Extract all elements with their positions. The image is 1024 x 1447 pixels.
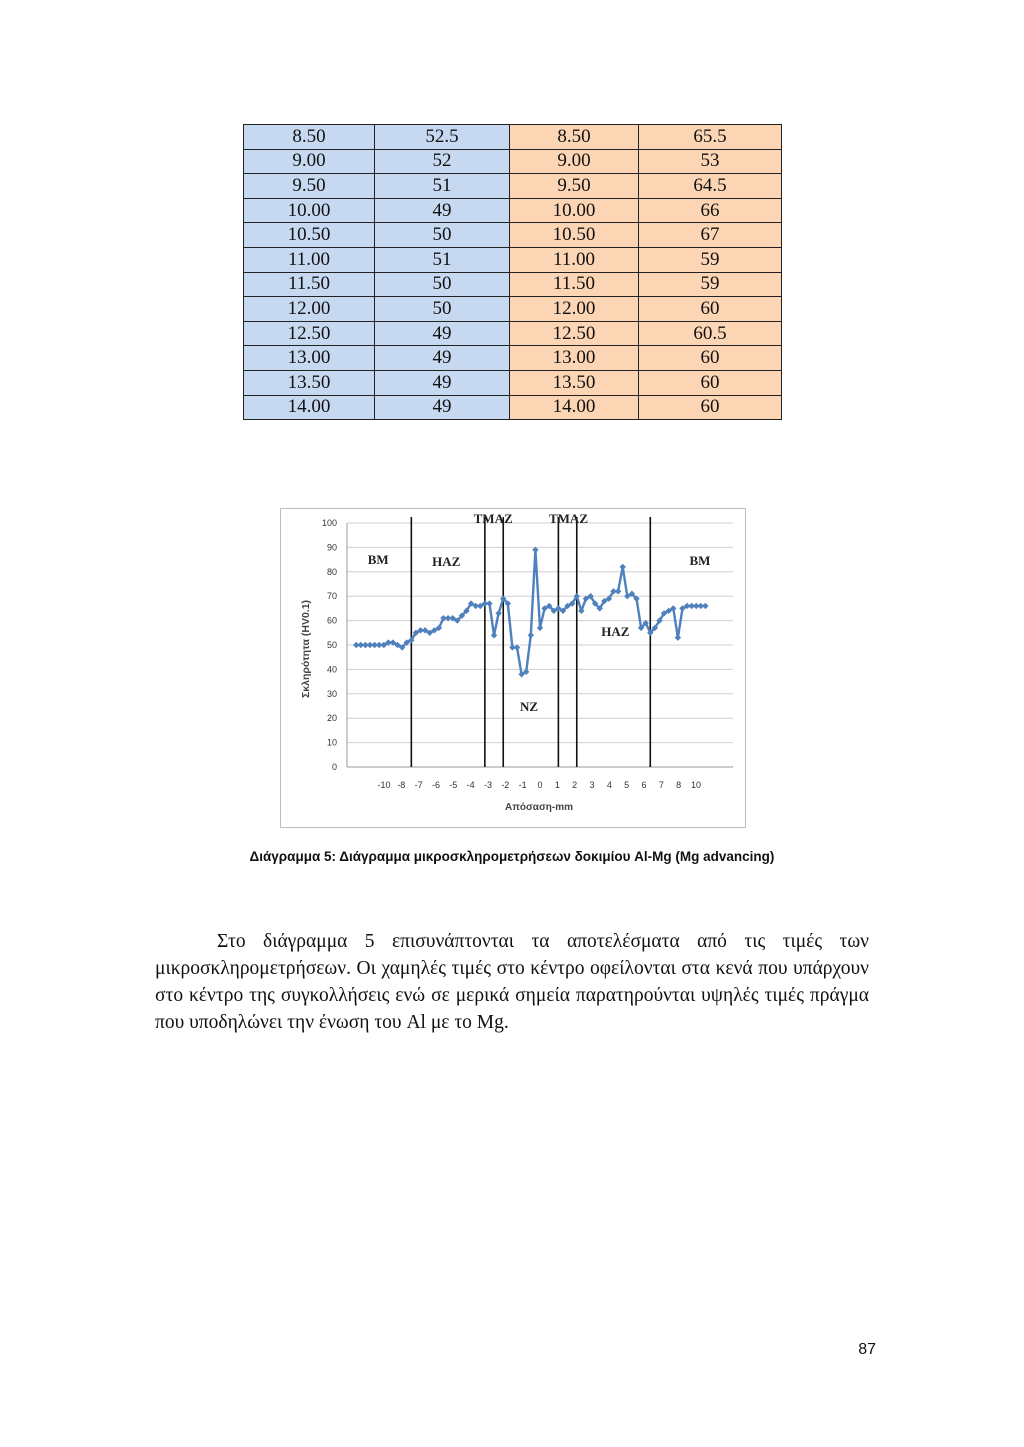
x-tick-label: 5 [624,780,630,790]
table-cell: 13.50 [244,370,375,395]
table-row [244,198,782,223]
table-cell: 12.50 [510,321,639,346]
x-tick-label: 6 [641,780,647,790]
table-cell: 49 [375,321,510,346]
table-row [244,223,782,248]
table-cell: 11.50 [244,272,375,297]
table-cell: 13.00 [510,346,639,371]
table-body [244,125,782,420]
y-tick-label: 0 [331,762,337,772]
x-tick-label: -10 [377,780,391,790]
data-point [702,603,708,609]
chart-svg [281,509,745,827]
x-tick-label: 7 [658,780,664,790]
table-cell: 14.00 [510,395,639,420]
y-tick-label: 100 [321,518,337,528]
table-row [244,395,782,420]
y-tick-label: 40 [326,664,337,675]
data-point [537,625,543,631]
y-tick-label: 60 [326,615,337,626]
table-cell: 8.50 [510,125,639,150]
zone-label: HAZ [432,554,461,569]
data-point [675,634,681,640]
table-cell: 49 [375,370,510,395]
x-tick-label: 4 [606,780,612,790]
table-cell: 11.00 [244,247,375,272]
hardness-chart [280,508,746,828]
page-number: 87 [858,1341,876,1358]
x-tick-label: 0 [537,780,543,790]
table-row [244,272,782,297]
table-cell: 49 [375,346,510,371]
table-cell: 60 [639,395,782,420]
table-cell: 12.00 [510,297,639,322]
x-tick-label: 3 [589,780,595,790]
table-cell: 60 [639,297,782,322]
x-tick-label: -3 [483,780,493,790]
table-row [244,346,782,371]
zone-label: BM [367,552,389,567]
table-cell: 49 [375,198,510,223]
table-cell: 50 [375,297,510,322]
table-row [244,321,782,346]
table-cell: 9.00 [510,149,639,174]
figure-caption: Διάγραμμα 5: Διάγραμμα μικροσκληρομετρήσεων δοκιμίου Al-Mg (Mg advancing) [249,849,775,864]
data-point [528,632,534,638]
series-line [356,550,705,675]
table-cell: 14.00 [244,395,375,420]
table-row [244,247,782,272]
table-cell: 12.00 [244,297,375,322]
table-cell: 53 [639,149,782,174]
y-tick-label: 70 [326,591,337,602]
y-axis-title: Σκληρότητα (HV0.1) [300,599,312,699]
table-cell: 65.5 [639,125,782,150]
table-cell: 10.00 [510,198,639,223]
data-point [491,632,497,638]
table-cell: 8.50 [244,125,375,150]
table-row [244,149,782,174]
table-cell: 59 [639,247,782,272]
table-cell: 50 [375,223,510,248]
table-row [244,125,782,150]
hardness-data-table [243,124,782,420]
x-tick-label: 10 [690,780,702,790]
zone-label: TMAZ [473,511,513,526]
table-cell: 11.00 [510,247,639,272]
table-cell: 11.50 [510,272,639,297]
body-paragraph: Στο διάγραμμα 5 επισυνάπτονται τα αποτελέσματα από τις τιμές των μικροσκληρομετρήσεων. Οι χαμηλές τιμές στο κέντρο οφείλονται στα κενά που υπάρχουν στο κέντρο της συγκολλήσεις ενώ σε μερικά σημεία παρατηρούνται υψηλές τιμές πράγμα που υποδηλώνει την ένωση του Al με το Mg. [155,931,869,1033]
zone-label: TMAZ [548,511,588,526]
table-cell: 51 [375,247,510,272]
table-cell: 10.50 [244,223,375,248]
y-tick-label: 10 [326,737,337,748]
data-point [578,608,584,614]
table-cell: 60 [639,346,782,371]
table-cell: 13.50 [510,370,639,395]
data-point [486,600,492,606]
zone-label: NZ [519,699,539,714]
table-row [244,370,782,395]
data-point [495,610,501,616]
x-tick-label: -4 [466,780,475,790]
data-point [615,588,621,594]
table-cell: 9.00 [244,149,375,174]
zone-label: HAZ [601,624,630,639]
table-cell: 67 [639,223,782,248]
table-cell: 50 [375,272,510,297]
table-cell: 52.5 [375,125,510,150]
x-tick-label: -7 [414,780,423,790]
x-tick-label: 1 [554,780,560,790]
data-point [620,564,626,570]
table-row [244,297,782,322]
zone-label: BM [689,553,711,568]
x-axis-title: Απόσαση-mm [504,802,574,813]
y-tick-label: 80 [326,566,337,577]
x-tick-label: 2 [572,780,578,790]
table-cell: 59 [639,272,782,297]
table-cell: 60 [639,370,782,395]
x-tick-label: -1 [518,780,527,790]
y-tick-label: 90 [326,542,337,553]
x-tick-label: -8 [397,780,406,790]
table-cell: 10.00 [244,198,375,223]
x-tick-label: -6 [431,780,441,790]
table-cell: 51 [375,174,510,199]
y-tick-label: 50 [326,640,337,650]
table-cell: 60.5 [639,321,782,346]
table-cell: 52 [375,149,510,174]
x-tick-label: 8 [676,780,682,790]
y-tick-label: 30 [326,688,337,699]
x-tick-label: -5 [449,780,458,790]
table-cell: 10.50 [510,223,639,248]
x-tick-label: -2 [501,780,510,790]
table-cell: 49 [375,395,510,420]
table-cell: 12.50 [244,321,375,346]
y-tick-label: 20 [326,713,337,724]
table-row [244,174,782,199]
table-cell: 66 [639,198,782,223]
table-cell: 9.50 [244,174,375,199]
table-cell: 13.00 [244,346,375,371]
table-cell: 64.5 [639,174,782,199]
table-cell: 9.50 [510,174,639,199]
